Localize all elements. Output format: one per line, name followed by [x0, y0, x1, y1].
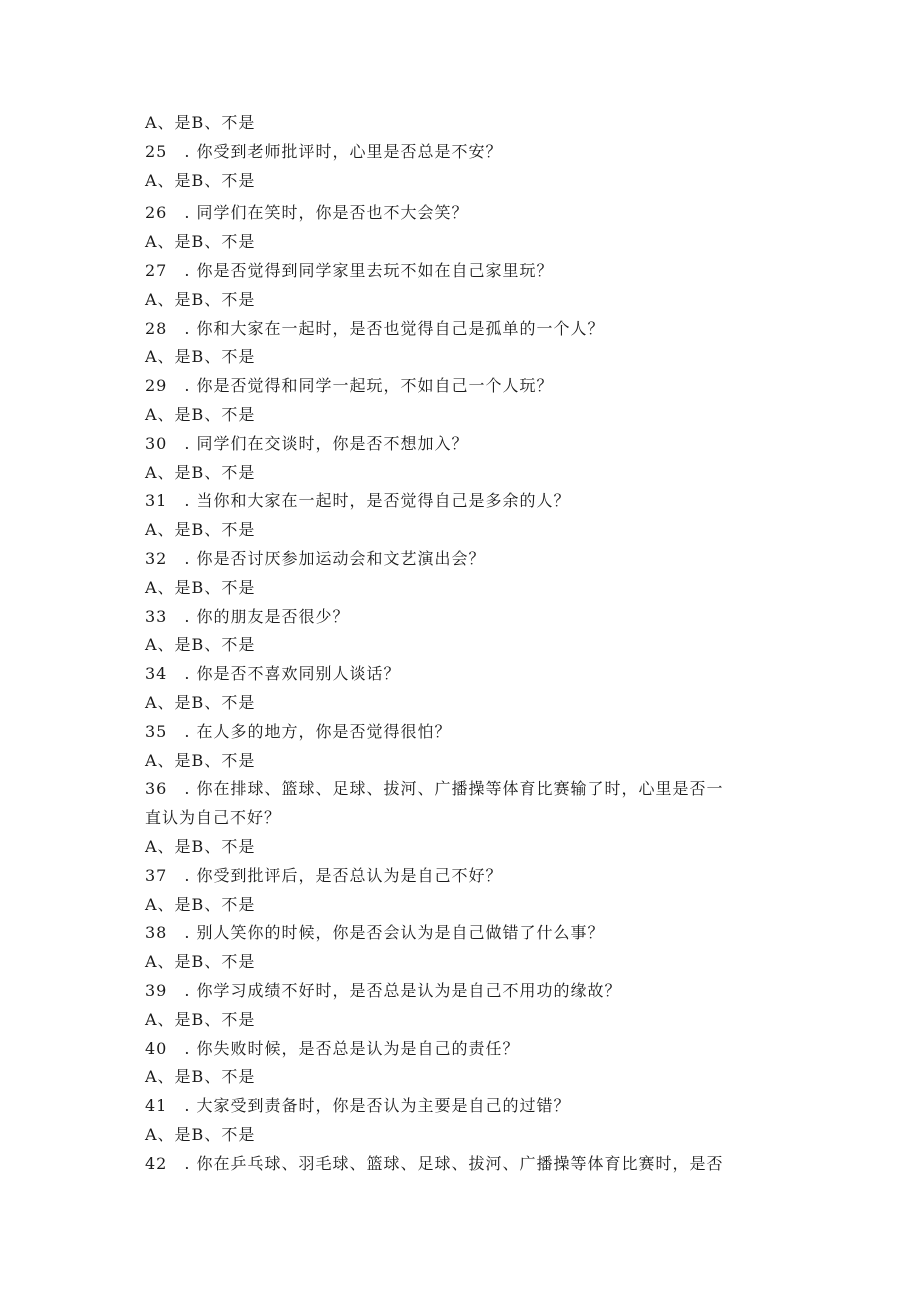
question-26: 26 . 同学们在笑时，你是否也不大会笑？	[145, 203, 469, 223]
question-35: 35 . 在人多的地方，你是否觉得很怕？	[145, 721, 452, 741]
question-27: 27 . 你是否觉得到同学家里去玩不如在自己家里玩？	[145, 260, 554, 280]
question-30: 30 . 同学们在交谈时，你是否不想加入？	[145, 433, 469, 453]
question-33: 33 . 你的朋友是否很少？	[145, 606, 350, 626]
question-36: 36 . 你在排球、篮球、足球、拔河、广播操等体育比赛输了时，心里是否一	[145, 779, 724, 799]
answer-options: A、是B、不是	[145, 289, 256, 309]
question-32: 32 . 你是否讨厌参加运动会和文艺演出会？	[145, 548, 486, 568]
question-29: 29 . 你是否觉得和同学一起玩，不如自己一个人玩？	[145, 376, 554, 396]
answer-options: A、是B、不是	[145, 170, 256, 190]
answer-options: A、是B、不是	[145, 113, 256, 132]
question-42: 42 . 你在乒乓球、羽毛球、篮球、足球、拔河、广播操等体育比赛时，是否	[145, 1153, 724, 1173]
answer-options: A、是B、不是	[145, 1124, 256, 1144]
answer-options: A、是B、不是	[145, 232, 256, 252]
question-28: 28 . 你和大家在一起时，是否也觉得自己是孤单的一个人？	[145, 318, 605, 338]
answer-options: A、是B、不是	[145, 577, 256, 597]
question-39: 39 . 你学习成绩不好时，是否总是认为是自己不用功的缘故？	[145, 980, 622, 1000]
question-25: 25 . 你受到老师批评时，心里是否总是不安？	[145, 141, 503, 161]
question-34: 34 . 你是否不喜欢同别人谈话？	[145, 664, 401, 684]
answer-options: A、是B、不是	[145, 462, 256, 482]
answer-options: A、是B、不是	[145, 347, 256, 367]
answer-options: A、是B、不是	[145, 404, 256, 424]
question-36-continued: 直认为自己不好？	[145, 808, 282, 828]
answer-options: A、是B、不是	[145, 952, 256, 972]
question-40: 40 . 你失败时候，是否总是认为是自己的责任？	[145, 1038, 520, 1058]
question-38: 38 . 别人笑你的时候，你是否会认为是自己做错了什么事？	[145, 923, 605, 943]
answer-options: A、是B、不是	[145, 750, 256, 770]
answer-options: A、是B、不是	[145, 836, 256, 856]
question-41: 41 . 大家受到责备时，你是否认为主要是自己的过错？	[145, 1096, 571, 1116]
answer-options: A、是B、不是	[145, 1009, 256, 1029]
answer-options: A、是B、不是	[145, 635, 256, 655]
document-page	[145, 109, 775, 1178]
question-31: 31 . 当你和大家在一起时，是否觉得自己是多余的人？	[145, 491, 571, 511]
answer-options: A、是B、不是	[145, 520, 256, 540]
answer-options: A、是B、不是	[145, 894, 256, 914]
answer-options: A、是B、不是	[145, 1067, 256, 1087]
question-37: 37 . 你受到批评后，是否总认为是自己不好？	[145, 865, 503, 885]
answer-options: A、是B、不是	[145, 692, 256, 712]
